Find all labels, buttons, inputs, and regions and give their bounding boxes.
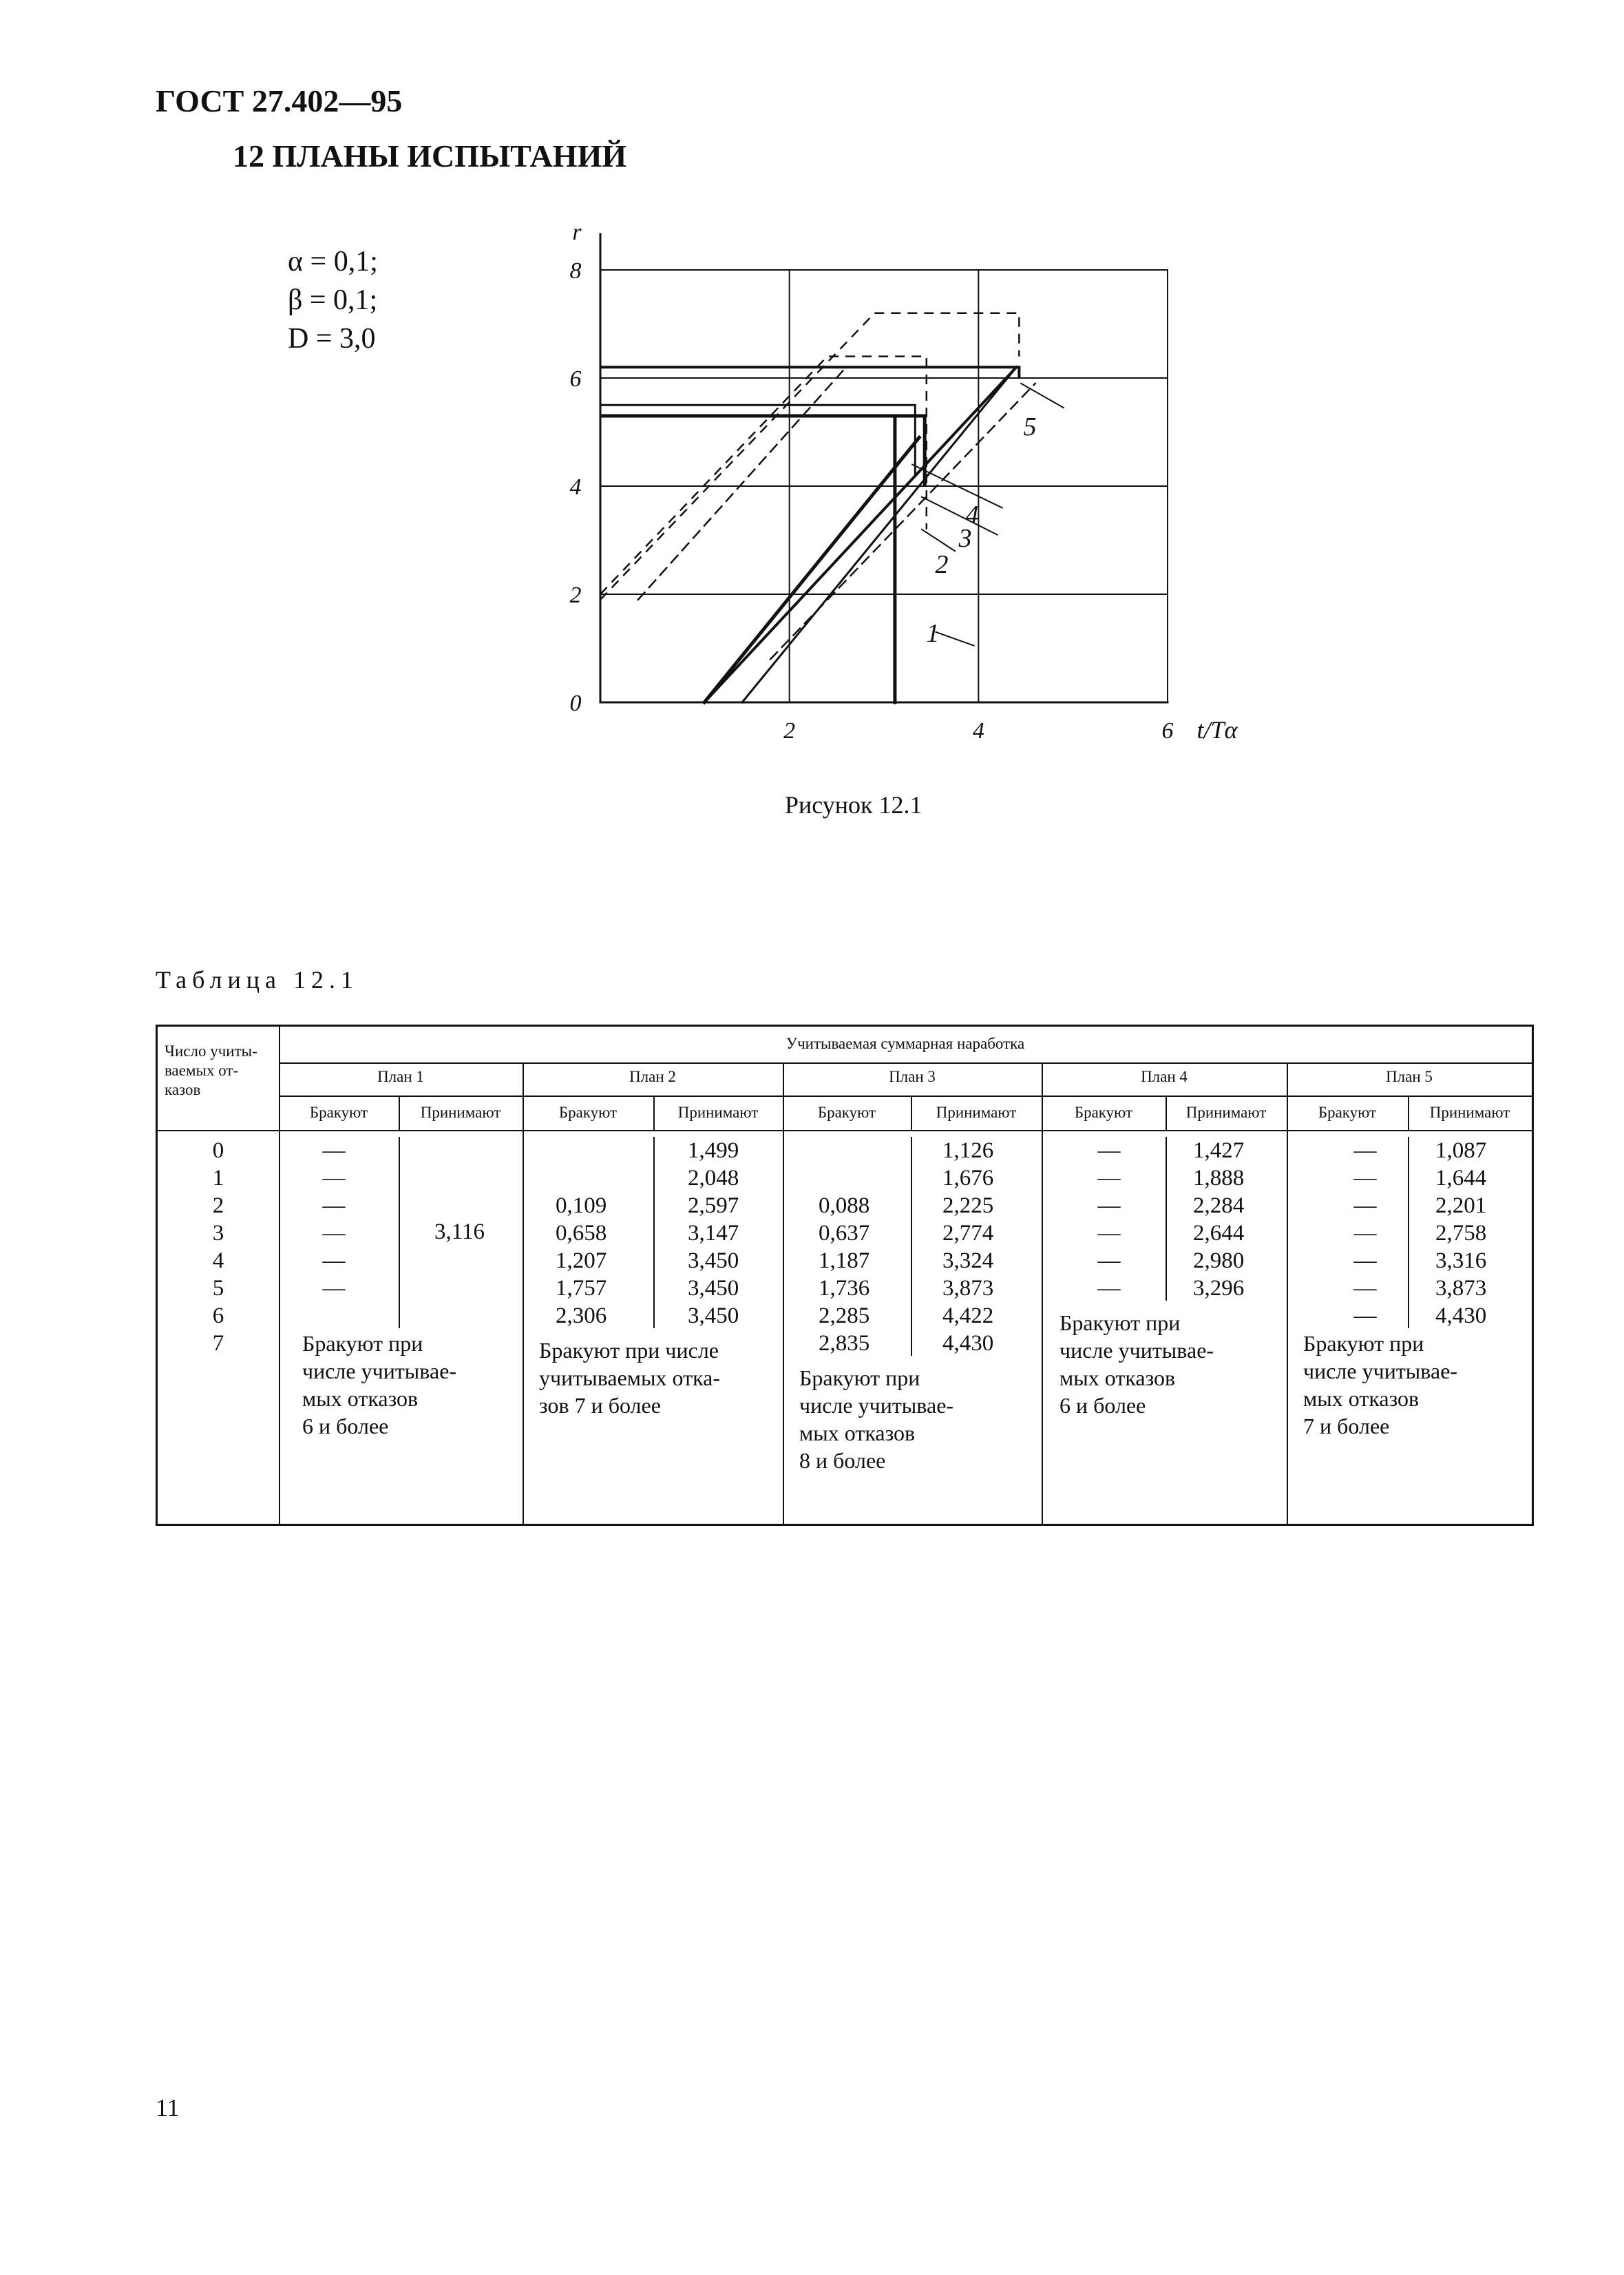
accept-value: 2,284: [1193, 1193, 1245, 1218]
failure-count: 6: [212, 1303, 224, 1328]
accept-value: 4,430: [942, 1331, 994, 1356]
failure-count: 2: [212, 1193, 224, 1218]
accept-value: 3,450: [688, 1276, 739, 1301]
param-alpha: α = 0,1;: [288, 246, 378, 277]
curve-label-3: 3: [958, 524, 972, 553]
note-line: зов 7 и более: [539, 1393, 661, 1418]
reject-value: —: [1353, 1221, 1377, 1246]
plan-4-accept-column: [1193, 1137, 1244, 1302]
table-divider: [399, 1137, 400, 1328]
header-line: ваемых от-: [165, 1062, 239, 1079]
reject-value: 2,285: [819, 1303, 870, 1328]
curve-1-boundary: [704, 437, 919, 702]
y-tick-label: 4: [569, 474, 582, 500]
reject-value: —: [1353, 1248, 1377, 1273]
reject-value: —: [322, 1193, 346, 1218]
reject-value: —: [1353, 1303, 1377, 1328]
accept-value: 2,225: [942, 1193, 994, 1218]
failure-count: 4: [212, 1248, 224, 1273]
note-line: Бракуют при: [1303, 1331, 1424, 1356]
accept-value: 1,644: [1435, 1166, 1487, 1191]
plan-2-header: План 2: [629, 1068, 676, 1085]
reject-value: —: [1353, 1166, 1377, 1191]
curve-5-dashed: [600, 313, 1019, 600]
figure-caption: Рисунок 12.1: [785, 791, 922, 819]
plan-5-reject-column: [1351, 1137, 1379, 1330]
curve-1-reject-line: [600, 416, 925, 486]
table-12-1: [156, 1025, 1534, 1526]
reject-value: —: [1353, 1276, 1377, 1301]
table-divider: [279, 1062, 1532, 1064]
reject-value: —: [322, 1138, 346, 1163]
table-divider: [1042, 1062, 1043, 1524]
note-line: числе учитывае-: [1059, 1338, 1214, 1363]
accept-header: Принимают: [1185, 1104, 1267, 1121]
x-tick-label: 2: [783, 718, 796, 744]
accept-value: 3,296: [1193, 1276, 1245, 1301]
reject-value: —: [1097, 1276, 1121, 1301]
reject-value: —: [322, 1276, 346, 1301]
failure-count-column: [158, 1137, 279, 1357]
note-line: учитываемых отка-: [539, 1365, 721, 1390]
curve-4-line: [600, 367, 1019, 378]
reject-value: —: [1097, 1248, 1121, 1273]
reject-value: 1,187: [819, 1248, 870, 1273]
reject-value: 1,736: [819, 1276, 870, 1301]
curve-2-dashed: [600, 357, 927, 594]
accept-value: 2,597: [688, 1193, 739, 1218]
accept-value: 1,087: [1435, 1138, 1487, 1163]
accept-header: Принимают: [677, 1104, 759, 1121]
failure-count: 0: [212, 1138, 224, 1163]
accept-value: 2,048: [688, 1166, 739, 1191]
table-divider: [1166, 1137, 1167, 1301]
header-line: казов: [165, 1081, 201, 1098]
param-d: D = 3,0: [288, 323, 376, 355]
accept-value: 2,758: [1435, 1221, 1487, 1246]
plan-4-note: [1059, 1309, 1214, 1419]
table-divider: [1408, 1137, 1409, 1328]
reject-header: Бракуют: [1074, 1104, 1133, 1121]
plan-2-accept-column: [688, 1137, 739, 1330]
failure-count: 7: [212, 1331, 224, 1356]
header-line: Число учиты-: [165, 1042, 257, 1060]
plan-3-reject-column: [819, 1192, 869, 1357]
note-line: мых отказов: [1059, 1365, 1176, 1390]
cumulative-time-header: Учитываемая суммарная наработка: [785, 1035, 1025, 1052]
plan-2-note: [539, 1336, 720, 1419]
document-code: ГОСТ 27.402—95: [156, 83, 403, 118]
note-line: Бракуют при: [302, 1331, 423, 1356]
note-line: мых отказов: [1303, 1386, 1420, 1411]
accept-value: 3,873: [1435, 1276, 1487, 1301]
note-line: числе учитывае-: [799, 1393, 954, 1418]
accept-header: Принимают: [1429, 1104, 1510, 1121]
plan-1-note: [302, 1330, 456, 1440]
plan-3-note: [799, 1364, 953, 1474]
curve-label-4: 4: [965, 501, 979, 530]
note-line: мых отказов: [302, 1386, 419, 1411]
table-divider: [783, 1062, 784, 1524]
accept-value: 2,980: [1193, 1248, 1245, 1273]
accept-value: 3,450: [688, 1248, 739, 1273]
x-tick-label: 4: [972, 718, 984, 744]
accept-value: 1,126: [942, 1138, 994, 1163]
table-divider: [279, 1027, 280, 1524]
reject-value: 1,757: [556, 1276, 607, 1301]
plan-4-header: План 4: [1141, 1068, 1188, 1085]
reject-header: Бракуют: [1318, 1104, 1377, 1121]
reject-value: 0,637: [819, 1221, 870, 1246]
note-line: 7 и более: [1303, 1414, 1390, 1438]
reject-value: 1,207: [556, 1248, 607, 1273]
y-axis-label: r: [572, 220, 582, 245]
accept-value: 2,644: [1193, 1221, 1245, 1246]
y-tick-label: 2: [569, 583, 582, 608]
plan-5-header: План 5: [1386, 1068, 1433, 1085]
accept-value: 2,774: [942, 1221, 994, 1246]
figure-12-1-chart: [551, 220, 1239, 771]
failure-count: 1: [212, 1166, 224, 1191]
accept-value: 3,316: [1435, 1248, 1487, 1273]
curve-label-5: 5: [1023, 412, 1037, 441]
note-line: 8 и более: [799, 1448, 886, 1473]
accept-value: 4,422: [942, 1303, 994, 1328]
plan-1-accept-value: 3,116: [434, 1219, 485, 1244]
reject-value: 2,835: [819, 1331, 870, 1356]
reject-value: —: [322, 1166, 346, 1191]
curve-5-dashed-inner: [770, 384, 1035, 659]
plan-3-accept-column: [942, 1137, 993, 1357]
note-line: Бракуют при: [799, 1365, 920, 1390]
accept-value: 1,676: [942, 1166, 994, 1191]
plan-5-note: [1303, 1330, 1457, 1440]
note-line: 6 и более: [302, 1414, 389, 1438]
table-divider: [523, 1062, 524, 1524]
reject-value: 0,658: [556, 1221, 607, 1246]
reject-value: —: [1097, 1193, 1121, 1218]
plan-1-reject-column: [320, 1137, 348, 1302]
reject-header: Бракуют: [558, 1104, 618, 1121]
accept-header: Принимают: [420, 1104, 501, 1121]
table-label: Таблица 12.1: [156, 966, 359, 994]
note-line: числе учитывае-: [302, 1359, 457, 1383]
plan-1-header: План 1: [377, 1068, 424, 1085]
leader-line-2: [922, 530, 955, 551]
table-divider: [1287, 1062, 1288, 1524]
accept-value: 1,499: [688, 1138, 739, 1163]
failure-count: 3: [212, 1221, 224, 1246]
y-tick-label: 0: [569, 691, 582, 716]
failure-count-header: [165, 1042, 257, 1100]
failure-count: 5: [212, 1276, 224, 1301]
param-beta: β = 0,1;: [288, 284, 378, 316]
accept-value: 2,201: [1435, 1193, 1487, 1218]
table-divider: [279, 1095, 1532, 1097]
section-title: 12 ПЛАНЫ ИСПЫТАНИЙ: [233, 138, 627, 174]
note-line: Бракуют при: [1059, 1310, 1181, 1335]
leader-line-5: [1021, 384, 1064, 408]
note-line: Бракуют при числе: [539, 1338, 719, 1363]
plan-3-header: План 3: [889, 1068, 936, 1085]
accept-header: Принимают: [936, 1104, 1017, 1121]
plan-4-reject-column: [1095, 1137, 1123, 1302]
reject-value: —: [1353, 1193, 1377, 1218]
x-axis-label: t/Tα: [1196, 716, 1238, 744]
reject-header: Бракуют: [309, 1104, 368, 1121]
note-line: числе учитывае-: [1303, 1359, 1458, 1383]
page-number: 11: [156, 2094, 180, 2121]
leader-line-1: [936, 632, 974, 646]
accept-value: 3,147: [688, 1221, 739, 1246]
note-line: 6 и более: [1059, 1393, 1146, 1418]
reject-value: —: [1353, 1138, 1377, 1163]
plan-2-reject-column: [556, 1192, 607, 1330]
reject-value: —: [322, 1221, 346, 1246]
reject-header: Бракуют: [817, 1104, 876, 1121]
accept-value: 4,430: [1435, 1303, 1487, 1328]
reject-value: —: [1097, 1166, 1121, 1191]
table-divider: [911, 1137, 912, 1356]
accept-value: 1,427: [1193, 1138, 1245, 1163]
x-tick-label: 6: [1161, 718, 1174, 744]
reject-value: 0,088: [819, 1193, 870, 1218]
reject-value: 0,109: [556, 1193, 607, 1218]
table-divider: [653, 1137, 655, 1328]
accept-value: 1,888: [1193, 1166, 1245, 1191]
y-tick-label: 8: [569, 258, 582, 284]
parameters-block: [288, 242, 378, 358]
accept-value: 3,450: [688, 1303, 739, 1328]
curve-label-2: 2: [935, 550, 949, 579]
table-divider: [158, 1130, 1532, 1131]
plan-5-accept-column: [1435, 1137, 1486, 1330]
accept-value: 3,324: [942, 1248, 994, 1273]
accept-value: 3,873: [942, 1276, 994, 1301]
curve-label-1: 1: [926, 619, 940, 648]
reject-value: —: [1097, 1221, 1121, 1246]
note-line: мых отказов: [799, 1420, 916, 1445]
reject-value: —: [322, 1248, 346, 1273]
reject-value: —: [1097, 1138, 1121, 1163]
reject-value: 2,306: [556, 1303, 607, 1328]
y-tick-label: 6: [569, 366, 582, 392]
